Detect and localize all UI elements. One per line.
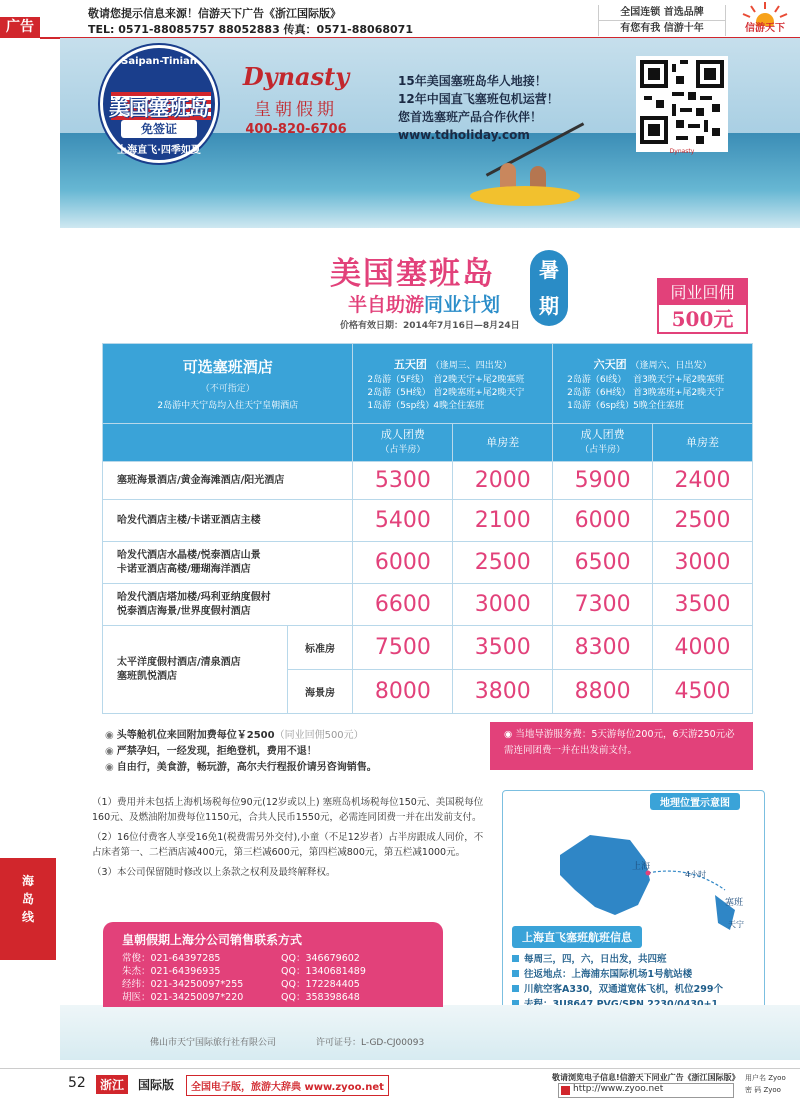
qr-label: Dynasty: [669, 148, 695, 155]
footer-note: 敬请浏览电子信息!信游天下同业广告《浙江国际版》: [552, 1073, 740, 1082]
kayaker: [500, 163, 516, 189]
route-desc: 5晚全住塞班: [633, 400, 684, 411]
footer-password: 密 码 Zyoo: [745, 1086, 781, 1094]
city-label: 上海: [632, 862, 651, 872]
license-line: [150, 1035, 424, 1048]
footer-url[interactable]: [558, 1083, 734, 1098]
hotel-name: 塞班海景酒店/黄金海滩酒店/阳光酒店: [103, 462, 353, 500]
guide-fee-box: [490, 722, 753, 770]
col-adult-note: （占半房）: [580, 445, 626, 455]
note-3: 自由行，美食游，畅玩游，高尔夫行程报价请另咨询销售。: [116, 762, 377, 773]
price-cell: 3000: [453, 584, 553, 626]
note-1: 头等舱机位来回附加费每位￥2500: [116, 730, 275, 741]
footer-username: 用户名 Zyoo: [745, 1074, 786, 1082]
empty-header: [103, 424, 353, 462]
dynasty-logo: [238, 62, 354, 137]
six-day-title: 六天团: [593, 357, 627, 371]
route-code: 2岛游（6I线）: [567, 374, 627, 385]
badge-bottom-text: 上海直飞·四季如夏: [117, 145, 201, 156]
permit-number: 许可证号：L-GD-CJ00093: [316, 1038, 425, 1048]
dynasty-en: Dynasty: [242, 62, 350, 91]
price-cell: 8800: [553, 670, 653, 714]
rebate-label: 同业回佣: [659, 280, 746, 305]
contact-phone: 胡医：021-34250097*220: [122, 992, 244, 1003]
hotel-name: 哈发代酒店水晶楼/悦泰酒店山景 卡诺亚酒店高楼/珊瑚海洋酒店: [103, 542, 353, 584]
summer-char: 暑: [539, 258, 559, 282]
bullet-icon: ◉: [504, 729, 516, 740]
side-tab-island: [0, 858, 56, 960]
list-item: [512, 952, 757, 967]
fine-3: （3）本公司保留随时修改以上条款之权利及最终解释权。: [92, 867, 336, 878]
col-adult-label: 成人团费: [380, 428, 425, 441]
logo-text: 信游天下: [745, 23, 785, 34]
qr-code-icon: [640, 60, 724, 144]
map-label: 地理位置示意图: [650, 793, 740, 810]
flight-hours: 4小时: [685, 870, 707, 879]
table-row: [103, 626, 753, 670]
col-adult-note: （占半房）: [380, 445, 426, 455]
flight-item: 川航空客A330，双通道宽体飞机，机位299个: [524, 984, 724, 995]
brand-line-2: 有您有我 信游十年: [620, 23, 704, 34]
contact-phone: 常俊：021-64397285: [122, 953, 221, 964]
price-cell: 2500: [453, 542, 553, 584]
dynasty-phone: 400-820-6706: [245, 122, 347, 137]
list-item: [512, 967, 757, 982]
col-adult: [553, 424, 653, 462]
hotel-title: 可选塞班酒店: [182, 358, 273, 376]
price-cell: 4500: [653, 670, 753, 714]
bullet-icon: ◉: [105, 746, 114, 757]
hotel-name: 哈发代酒店塔加楼/玛利亚纳度假村 悦泰酒店海景/世界度假村酒店: [103, 584, 353, 626]
price-cell: 3000: [653, 542, 753, 584]
slogan-line: 15年美国塞班岛华人地接！: [398, 74, 547, 88]
price-cell: 5900: [553, 462, 653, 500]
rebate-box: [657, 278, 748, 334]
route-code: 2岛游（6H线）: [567, 387, 631, 398]
brand-slogan: [598, 5, 726, 36]
slogan-line: 12年中国直飞塞班包机运营！: [398, 92, 559, 106]
room-type: 海景房: [287, 670, 353, 714]
summer-badge: [530, 250, 568, 326]
route-desc: 首2晚塞班+尾2晚天宁: [433, 387, 525, 398]
edition-tag: 国际版: [138, 1078, 175, 1092]
hotel-note: （不可指定）: [200, 384, 255, 394]
hotel-header: [103, 344, 353, 424]
top-ad-bar: [0, 0, 800, 38]
route-desc: 首3晚塞班+尾2晚天宁: [633, 387, 725, 398]
route-desc: 首2晚天宁+尾2晚塞班: [433, 374, 525, 385]
main-title: 美国塞班岛: [330, 256, 495, 292]
side-tab-char: 岛: [21, 892, 34, 906]
source-note: 敬请您提示信息来源！信游天下广告《浙江国际版》: [88, 7, 341, 20]
summer-char: 期: [539, 294, 559, 318]
hotel-name: 哈发代酒店主楼/卡诺亚酒店主楼: [103, 500, 353, 542]
table-row: [103, 542, 753, 584]
website-link[interactable]: www.tdholiday.com: [398, 128, 530, 142]
bullet-icon: ◉: [105, 730, 114, 741]
side-tab-char: 海: [21, 874, 34, 888]
badge-main-text: 美国塞班岛: [109, 96, 209, 120]
hotel-sub: 2岛游中天宁岛均入住天宁皇朝酒店: [157, 401, 299, 411]
xinyou-logo: [733, 0, 797, 36]
price-cell: 8300: [553, 626, 653, 670]
link-icon: [561, 1086, 570, 1095]
price-cell: 3800: [453, 670, 553, 714]
qr-code[interactable]: [636, 56, 728, 155]
flight-item: 每周三，四，六，日出发，共四班: [524, 954, 667, 965]
saipan-badge: [100, 45, 218, 163]
fine-1: （1）费用并未包括上海机场税每位90元(12岁或以上) 塞班岛机场税每位150元、美国税每位160元、及燃油附加费每位1150元，合共人民币1550元，必需连同团费一并在出发前支付。: [92, 797, 484, 823]
contact-qq: QQ：346679602: [281, 953, 360, 964]
flight-item: 往返地点：上海浦东国际机场1号航站楼: [524, 969, 693, 980]
col-single: 单房差: [453, 424, 553, 462]
rebate-amount: 500元: [671, 307, 734, 331]
table-row: [103, 500, 753, 542]
note-1-rebate: （同业回佣500元）: [274, 730, 364, 741]
square-icon: [512, 955, 519, 962]
china-map-shape: [560, 835, 650, 915]
validity-date: 价格有效日期：2014年7月16日—8月24日: [340, 321, 520, 331]
side-tab-char: 线: [21, 910, 34, 924]
room-type: 标准房: [287, 626, 353, 670]
price-cell: 5400: [353, 500, 453, 542]
price-cell: 8000: [353, 670, 453, 714]
price-cell: 2400: [653, 462, 753, 500]
list-item: [512, 982, 757, 997]
price-cell: 2000: [453, 462, 553, 500]
route-desc: 首3晚天宁+尾2晚塞班: [633, 374, 725, 385]
flight-header: 上海直飞塞班航班信息: [512, 926, 642, 948]
sub-title-a: 半自助游: [348, 294, 425, 316]
guide-fee-text: 当地导游服务费：5天游每位200元，6天游250元必需连同团费一并在出发前支付。: [504, 729, 735, 756]
route-code: 2岛游（5F线）: [367, 374, 430, 385]
sub-title-b: 同业计划: [424, 294, 501, 316]
badge-visa-text: 免签证: [121, 120, 197, 138]
kayak: [470, 186, 580, 206]
price-cell: 6600: [353, 584, 453, 626]
page-footer: [0, 1068, 800, 1100]
badge-top-text: Saipan-Tinian: [121, 56, 197, 67]
fine-2: （2）16位付费客人享受16免1(税费需另外交付),小童（不足12岁者）占半房跟成人同价，不占床者第一、二栏酒店减400元，第三栏减600元，第四栏减800元，第五栏减1000元。: [92, 832, 484, 858]
contact-qq: QQ：1340681489: [281, 966, 366, 977]
five-day-note: （逢周三、四出发）: [430, 360, 512, 371]
price-cell: 3500: [653, 584, 753, 626]
ad-tag: 广告: [0, 17, 40, 38]
fine-print: [92, 795, 492, 885]
square-icon: [512, 970, 519, 977]
city-label: 天宁: [728, 920, 744, 929]
notes: [105, 728, 377, 776]
table-row: [103, 462, 753, 500]
col-adult: [353, 424, 453, 462]
route-code: 1岛游（6sp线）: [567, 400, 635, 411]
price-cell: 6500: [553, 542, 653, 584]
price-cell: 3500: [453, 626, 553, 670]
contact-qq: QQ：358398648: [281, 992, 360, 1003]
price-cell: 5300: [353, 462, 453, 500]
sub-title: [348, 290, 500, 317]
price-cell: 6000: [553, 500, 653, 542]
price-table: [102, 343, 753, 714]
hotel-name: 太平洋度假村酒店/清泉酒店 塞班凯悦酒店: [103, 626, 288, 714]
contact-phone: 经纬：021-34250097*255: [122, 979, 244, 990]
route-desc: 4晚全住塞班: [433, 400, 485, 411]
company-name: 佛山市天宁国际旅行社有限公司: [150, 1038, 277, 1048]
table-row: [103, 584, 753, 626]
price-cell: 2100: [453, 500, 553, 542]
dynasty-cn: 皇朝假期: [254, 100, 338, 120]
contact-phone: 朱杰：021-64396935: [122, 966, 221, 977]
hero-slogans: [398, 72, 559, 144]
sales-contact: [103, 922, 443, 1007]
brand-line-1: 全国连锁 首选品牌: [599, 5, 725, 21]
region-tag: 浙江: [96, 1075, 128, 1094]
price-cell: 7500: [353, 626, 453, 670]
price-cell: 7300: [553, 584, 653, 626]
beach-footer: [60, 1005, 800, 1060]
price-cell: 4000: [653, 626, 753, 670]
contact-title: 皇朝假期上海分公司销售联系方式: [122, 933, 303, 947]
city-label: 塞班: [725, 898, 744, 908]
ebook-banner[interactable]: 全国电子版，旅游大辞典 www.zyoo.net: [186, 1075, 389, 1096]
route-code: 2岛游（5H线）: [367, 387, 431, 398]
footer-url-text: http://www.zyoo.net: [573, 1084, 664, 1094]
slogan-line: 您首选塞班产品合作伙伴！: [398, 110, 543, 124]
route-code: 1岛游（5sp线）: [367, 400, 435, 411]
bullet-icon: ◉: [105, 762, 114, 773]
six-day-note: （逢周六、日出发）: [630, 360, 712, 371]
page-number: 52: [68, 1075, 86, 1091]
note-2: 严禁孕妇，一经发现，拒绝登机，费用不退！: [116, 746, 317, 757]
five-day-header: [353, 344, 553, 424]
square-icon: [512, 985, 519, 992]
six-day-header: [553, 344, 753, 424]
five-day-title: 五天团: [393, 357, 427, 371]
route-map: [520, 815, 760, 935]
col-single: 单房差: [653, 424, 753, 462]
contact-qq: QQ：172284405: [281, 979, 360, 990]
ad-contact: TEL: 0571-88085757 88052883 传真：0571-88068071: [88, 23, 413, 36]
col-adult-label: 成人团费: [580, 428, 625, 441]
price-cell: 2500: [653, 500, 753, 542]
price-cell: 6000: [353, 542, 453, 584]
footer-login: [745, 1072, 786, 1096]
